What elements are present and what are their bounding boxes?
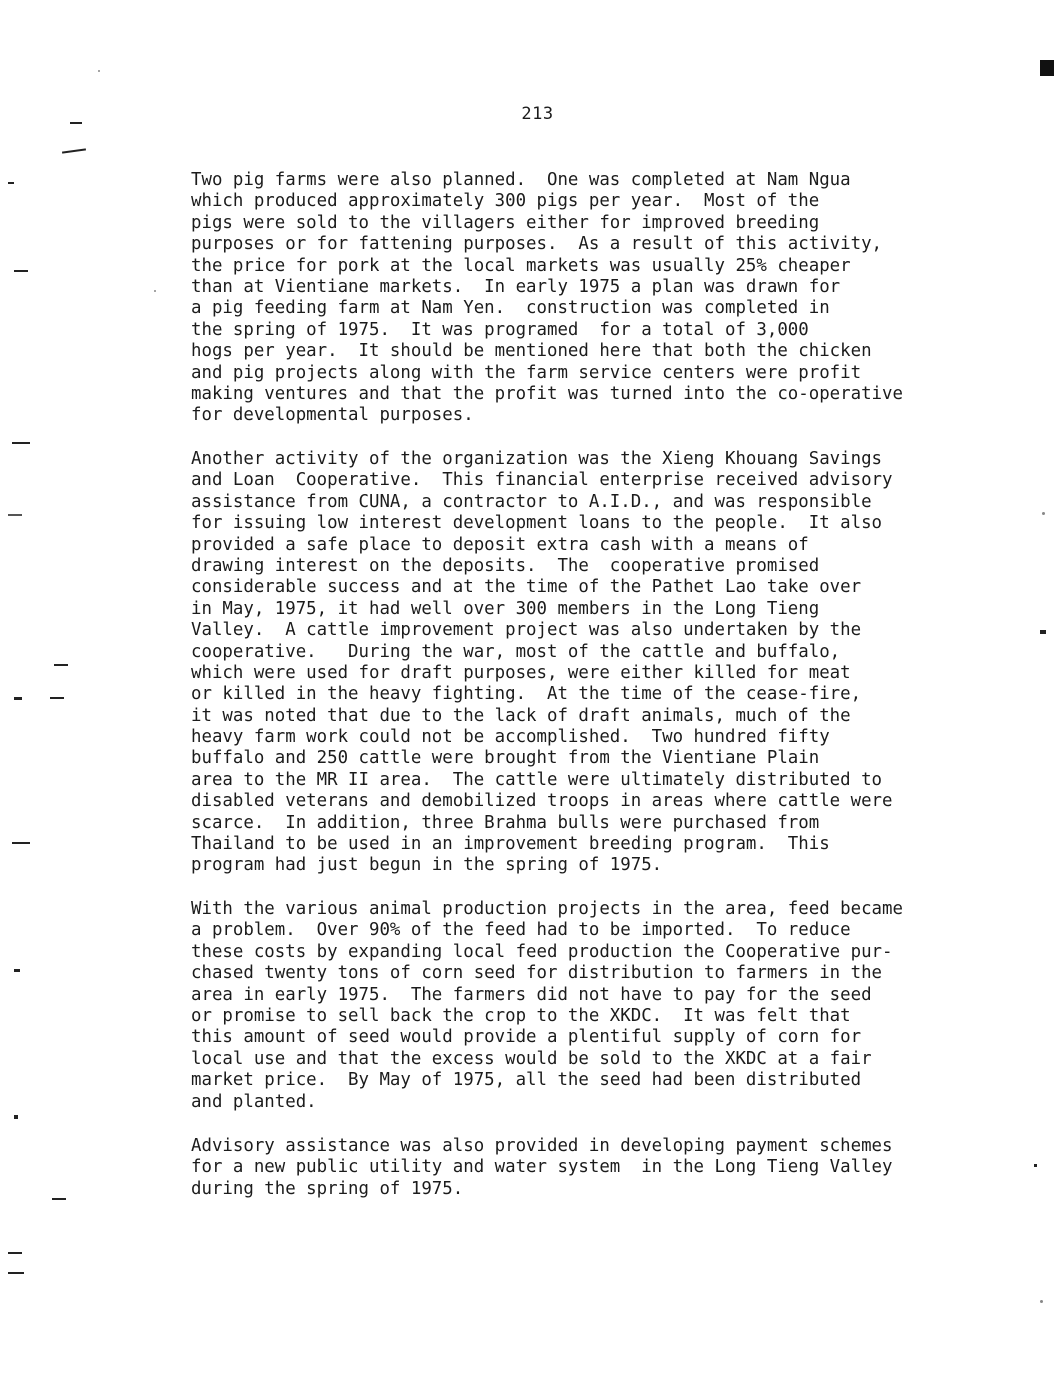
paragraph-pig-farms bbox=[191, 170, 971, 427]
scan-speck bbox=[154, 290, 156, 292]
text-line: program had just begun in the spring of 1975. bbox=[191, 855, 663, 876]
paragraph-savings-and-cattle bbox=[191, 449, 893, 877]
text-line: local use and that the excess would be sold to the XKDC at a fair bbox=[191, 1048, 872, 1069]
text-line: which produced approximately 300 pigs per year. Most of the bbox=[191, 191, 820, 212]
scan-mark bbox=[14, 969, 20, 972]
paragraph-utility-advisory bbox=[191, 1136, 893, 1200]
text-line: this amount of seed would provide a plentiful supply of corn for bbox=[191, 1027, 862, 1048]
text-line: and planted. bbox=[191, 1091, 317, 1112]
text-line: making ventures and that the profit was turned into the co-operative bbox=[191, 383, 903, 404]
text-line: than at Vientiane markets. In early 1975 a plan was drawn for bbox=[191, 276, 841, 297]
scan-mark bbox=[62, 148, 86, 153]
text-line: for issuing low interest development loans to the people. It also bbox=[191, 513, 883, 534]
text-line: or killed in the heavy fighting. At the time of the cease-fire, bbox=[191, 684, 862, 705]
text-line: purposes or for fattening purposes. As a result of this activity, bbox=[191, 234, 883, 255]
scan-speck bbox=[1042, 512, 1045, 515]
scan-mark bbox=[8, 514, 22, 516]
text-line: it was noted that due to the lack of draft animals, much of the bbox=[191, 705, 851, 726]
scan-mark bbox=[1040, 630, 1046, 634]
text-line: With the various animal production projects in the area, feed became bbox=[191, 899, 903, 919]
text-line: chased twenty tons of corn seed for distribution to farmers in the bbox=[191, 963, 883, 984]
paragraph-feed-production bbox=[191, 899, 903, 1113]
scan-mark bbox=[70, 122, 82, 124]
document-body bbox=[191, 170, 971, 1199]
text-line: assistance from CUNA, a contractor to A.I.D., and was responsible bbox=[191, 491, 872, 512]
text-line: disabled veterans and demobilized troops in areas where cattle were bbox=[191, 791, 893, 812]
text-line: area to the MR II area. The cattle were ultimately distributed to bbox=[191, 769, 883, 790]
text-line: for a new public utility and water system in the Long Tieng Valley bbox=[191, 1157, 893, 1178]
text-line: scarce. In addition, three Brahma bulls were purchased from bbox=[191, 812, 820, 833]
text-line: in May, 1975, it had well over 300 members in the Long Tieng bbox=[191, 598, 820, 619]
text-line: buffalo and 250 cattle were brought from the Vientiane Plain bbox=[191, 748, 820, 769]
text-line: and Loan Cooperative. This financial enterprise received advisory bbox=[191, 470, 893, 491]
text-line: a problem. Over 90% of the feed had to be imported. To reduce bbox=[191, 920, 851, 941]
text-line: or promise to sell back the crop to the XKDC. It was felt that bbox=[191, 1005, 851, 1026]
text-line: drawing interest on the deposits. The cooperative promised bbox=[191, 555, 820, 576]
text-line: for developmental purposes. bbox=[191, 405, 474, 426]
text-line: considerable success and at the time of the Pathet Lao take over bbox=[191, 577, 862, 598]
text-line: Two pig farms were also planned. One was completed at Nam Ngua bbox=[191, 170, 851, 190]
text-line: Another activity of the organization was the Xieng Khouang Savings bbox=[191, 449, 883, 469]
scan-mark bbox=[8, 182, 14, 184]
text-line: a pig feeding farm at Nam Yen. construction was completed in bbox=[191, 298, 830, 319]
scan-edge-block bbox=[1040, 60, 1054, 76]
scan-speck bbox=[1040, 1300, 1043, 1303]
text-line: the price for pork at the local markets was usually 25% cheaper bbox=[191, 255, 851, 276]
text-line: and pig projects along with the farm service centers were profit bbox=[191, 362, 862, 383]
scan-mark bbox=[14, 697, 22, 700]
scan-mark bbox=[8, 1272, 24, 1274]
text-line: Advisory assistance was also provided in developing payment schemes bbox=[191, 1136, 893, 1156]
text-line: these costs by expanding local feed production the Cooperative pur- bbox=[191, 941, 893, 962]
text-line: area in early 1975. The farmers did not have to pay for the seed bbox=[191, 984, 872, 1005]
scan-mark bbox=[14, 270, 28, 272]
text-line: provided a safe place to deposit extra cash with a means of bbox=[191, 534, 809, 555]
text-line: which were used for draft purposes, were either killed for meat bbox=[191, 662, 851, 683]
text-line: hogs per year. It should be mentioned here that both the chicken bbox=[191, 341, 872, 362]
scan-mark bbox=[54, 664, 68, 666]
scan-mark bbox=[52, 1198, 66, 1200]
text-line: pigs were sold to the villagers either for improved breeding bbox=[191, 212, 820, 233]
text-line: heavy farm work could not be accomplished. Two hundred fifty bbox=[191, 727, 830, 748]
scan-mark bbox=[12, 442, 30, 444]
text-line: Valley. A cattle improvement project was also undertaken by the bbox=[191, 620, 862, 641]
text-line: during the spring of 1975. bbox=[191, 1178, 464, 1199]
text-line: cooperative. During the war, most of the cattle and buffalo, bbox=[191, 641, 841, 662]
text-line: market price. By May of 1975, all the seed had been distributed bbox=[191, 1070, 862, 1091]
page-number: 213 bbox=[521, 104, 554, 124]
scan-mark bbox=[12, 842, 30, 844]
text-line: Thailand to be used in an improvement breeding program. This bbox=[191, 834, 830, 855]
scan-speck bbox=[98, 70, 100, 72]
text-line: the spring of 1975. It was programed for a total of 3,000 bbox=[191, 319, 809, 340]
scan-mark bbox=[8, 1252, 22, 1254]
scan-mark bbox=[1034, 1164, 1037, 1167]
scan-mark bbox=[50, 697, 64, 699]
scan-mark bbox=[14, 1115, 18, 1119]
